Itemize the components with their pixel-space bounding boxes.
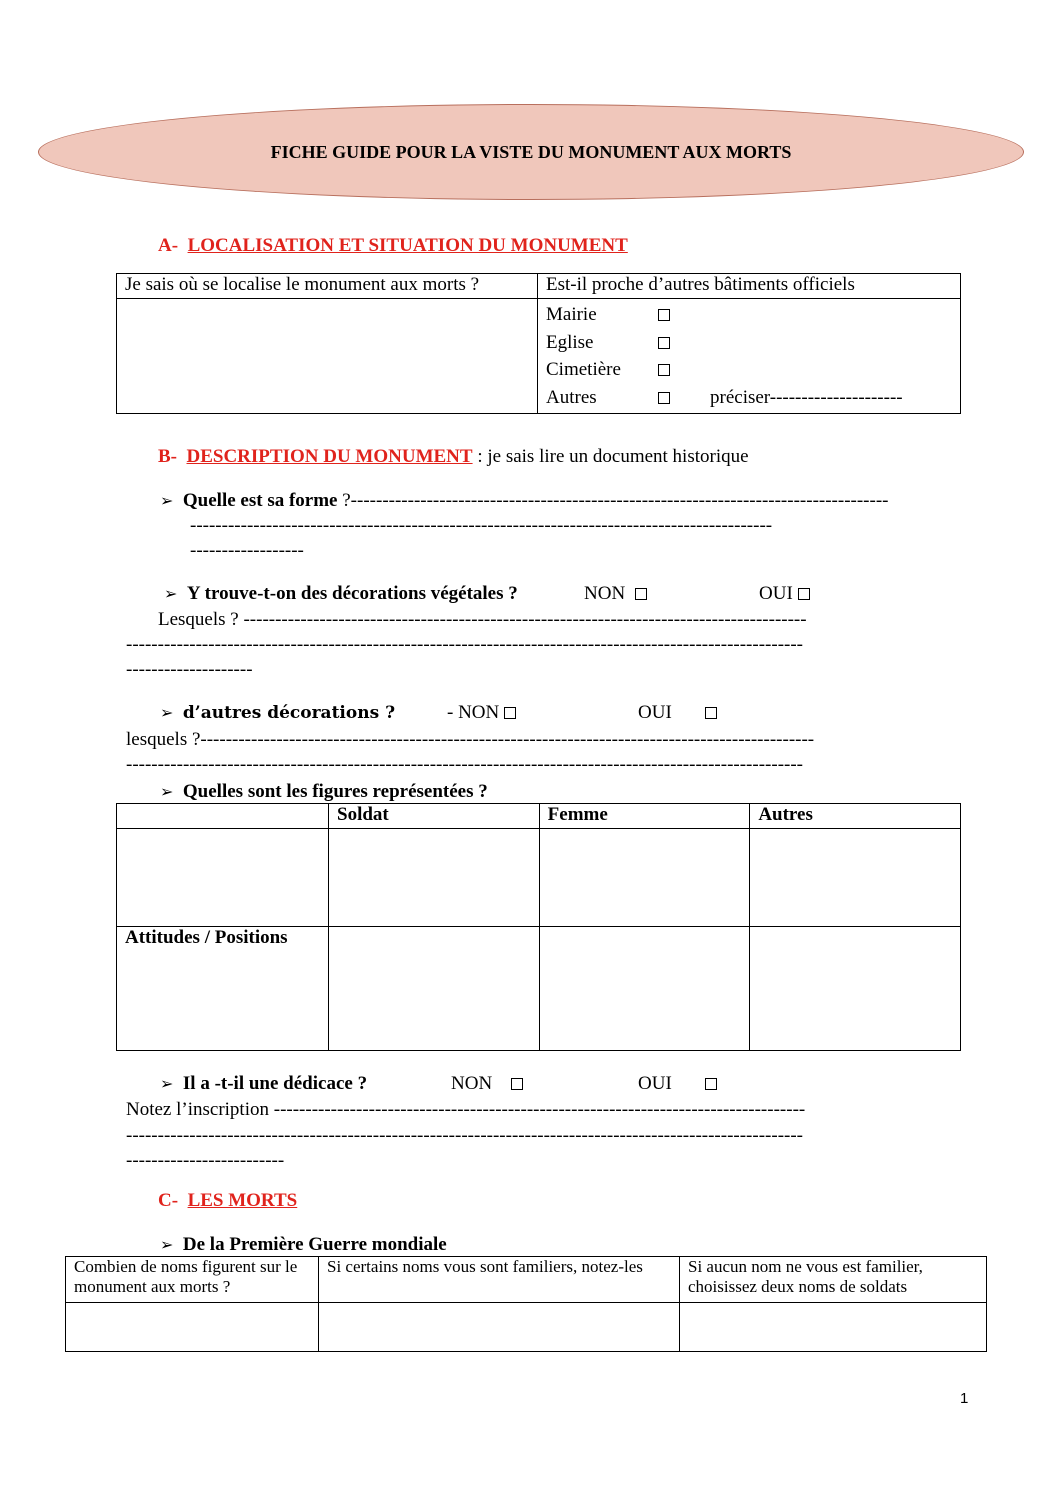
question-figures-label: Quelles sont les figures représentées ? <box>182 781 488 802</box>
arrow-bullet-icon: ➢ <box>160 1235 174 1254</box>
question-dedicace <box>160 1073 367 1095</box>
checkbox-icon[interactable] <box>705 1078 717 1090</box>
option-mairie[interactable]: Mairie <box>546 301 952 329</box>
question-forme-label: Quelle est sa forme <box>182 490 338 511</box>
arrow-bullet-icon: ➢ <box>160 782 174 801</box>
section-a-heading <box>158 235 628 257</box>
figures-cell[interactable] <box>329 829 540 927</box>
morts-table <box>65 1256 987 1352</box>
page-title: FICHE GUIDE POUR LA VISTE DU MONUMENT AUX MORTS <box>270 142 792 162</box>
option-non[interactable]: - NON <box>447 702 516 724</box>
figures-header-autres: Autres <box>750 804 961 829</box>
building-options <box>538 299 961 414</box>
option-cimetiere[interactable]: Cimetière <box>546 356 952 384</box>
section-a-letter: A- <box>158 235 179 256</box>
checkbox-icon[interactable] <box>504 707 516 719</box>
section-b-title: DESCRIPTION DU MONUMENT <box>186 446 473 467</box>
answer-line[interactable]: ----------------------------------------------------------------------------------------------------------- <box>126 754 804 775</box>
answer-line[interactable]: ----------------------------------------------------------------------------------------------------------- <box>126 634 804 655</box>
arrow-bullet-icon: ➢ <box>160 703 174 722</box>
figures-cell[interactable] <box>539 927 750 1051</box>
section-b-subtitle: : je sais lire un document historique <box>472 446 749 467</box>
section-b-letter: B- <box>158 446 177 467</box>
figures-cell[interactable] <box>329 927 540 1051</box>
figures-header-femme: Femme <box>539 804 750 829</box>
answer-line[interactable]: ------------------ <box>190 540 304 561</box>
checkbox-icon[interactable] <box>658 309 670 321</box>
localisation-answer-cell[interactable] <box>117 299 538 414</box>
question-autres-label: d’autres décorations ? <box>182 703 396 723</box>
localisation-question: Je sais où se localise le monument aux morts ? <box>117 274 538 299</box>
figures-header-soldat: Soldat <box>329 804 540 829</box>
checkbox-icon[interactable] <box>511 1078 523 1090</box>
morts-header-aucun: Si aucun nom ne vous est familier, choisissez deux noms de soldats <box>680 1257 987 1303</box>
arrow-bullet-icon: ➢ <box>160 1074 174 1093</box>
morts-header-familiers: Si certains noms vous sont familiers, notez-les <box>319 1257 680 1303</box>
question-vegetales <box>164 583 518 605</box>
figures-cell[interactable] <box>117 829 329 927</box>
checkbox-icon[interactable] <box>658 337 670 349</box>
checkbox-icon[interactable] <box>705 707 717 719</box>
inscription-line[interactable]: Notez l’inscription ------------------------------------------------------------------------------------ <box>126 1099 806 1120</box>
morts-cell[interactable] <box>66 1303 319 1352</box>
section-b-heading <box>158 446 749 468</box>
attitudes-label: Attitudes / Positions <box>117 927 329 1051</box>
arrow-bullet-icon: ➢ <box>160 491 174 510</box>
page-number: 1 <box>960 1390 969 1407</box>
morts-header-combien: Combien de noms figurent sur le monument aux morts ? <box>66 1257 319 1303</box>
option-oui[interactable]: OUI <box>638 702 717 724</box>
figures-cell[interactable] <box>750 927 961 1051</box>
option-non[interactable]: NON <box>584 583 647 605</box>
figures-header-empty <box>117 804 329 829</box>
option-oui[interactable]: OUI <box>759 583 810 605</box>
morts-cell[interactable] <box>319 1303 680 1352</box>
question-figures <box>160 781 488 803</box>
question-premiere-guerre-label: De la Première Guerre mondiale <box>182 1234 447 1255</box>
question-premiere-guerre <box>160 1234 447 1256</box>
arrow-bullet-icon: ➢ <box>164 584 178 603</box>
checkbox-icon[interactable] <box>635 588 647 600</box>
preciser-field[interactable]: préciser--------------------- <box>710 386 903 408</box>
answer-line[interactable]: -------------------------------------------------------------------------------------------- <box>190 515 773 536</box>
question-autres-decorations <box>160 702 395 724</box>
lesquels-line[interactable]: Lesquels ? ----------------------------------------------------------------------------------------- <box>158 609 807 630</box>
proximity-question: Est-il proche d’autres bâtiments officiels <box>538 274 961 299</box>
question-vegetales-label: Y trouve-t-on des décorations végétales ? <box>186 583 518 604</box>
option-non[interactable]: NON <box>451 1073 523 1095</box>
section-c-title: LES MORTS <box>187 1190 298 1211</box>
option-autres[interactable]: Autres préciser--------------------- <box>546 386 903 408</box>
option-eglise[interactable]: Eglise <box>546 329 952 357</box>
checkbox-icon[interactable] <box>658 364 670 376</box>
checkbox-icon[interactable] <box>658 392 670 404</box>
section-a-title: LOCALISATION ET SITUATION DU MONUMENT <box>187 235 628 256</box>
answer-line[interactable]: ----------------------------------------------------------------------------------------------------------- <box>126 1125 804 1146</box>
answer-line[interactable]: ------------------------- <box>126 1150 285 1171</box>
localisation-table <box>116 273 961 414</box>
section-c-letter: C- <box>158 1190 179 1211</box>
question-forme <box>160 490 970 512</box>
question-dedicace-label: Il a -t-il une dédicace ? <box>182 1073 368 1094</box>
section-c-heading <box>158 1190 297 1212</box>
figures-cell[interactable] <box>539 829 750 927</box>
morts-cell[interactable] <box>680 1303 987 1352</box>
answer-line[interactable]: ?------------------------------------------------------------------------------------- <box>337 490 889 511</box>
checkbox-icon[interactable] <box>798 588 810 600</box>
figures-table <box>116 803 961 1051</box>
option-oui[interactable]: OUI <box>638 1073 717 1095</box>
answer-line[interactable]: -------------------- <box>126 659 253 680</box>
figures-cell[interactable] <box>750 829 961 927</box>
lesquels-line[interactable]: lesquels ?------------------------------------------------------------------------------------------------- <box>126 729 815 750</box>
